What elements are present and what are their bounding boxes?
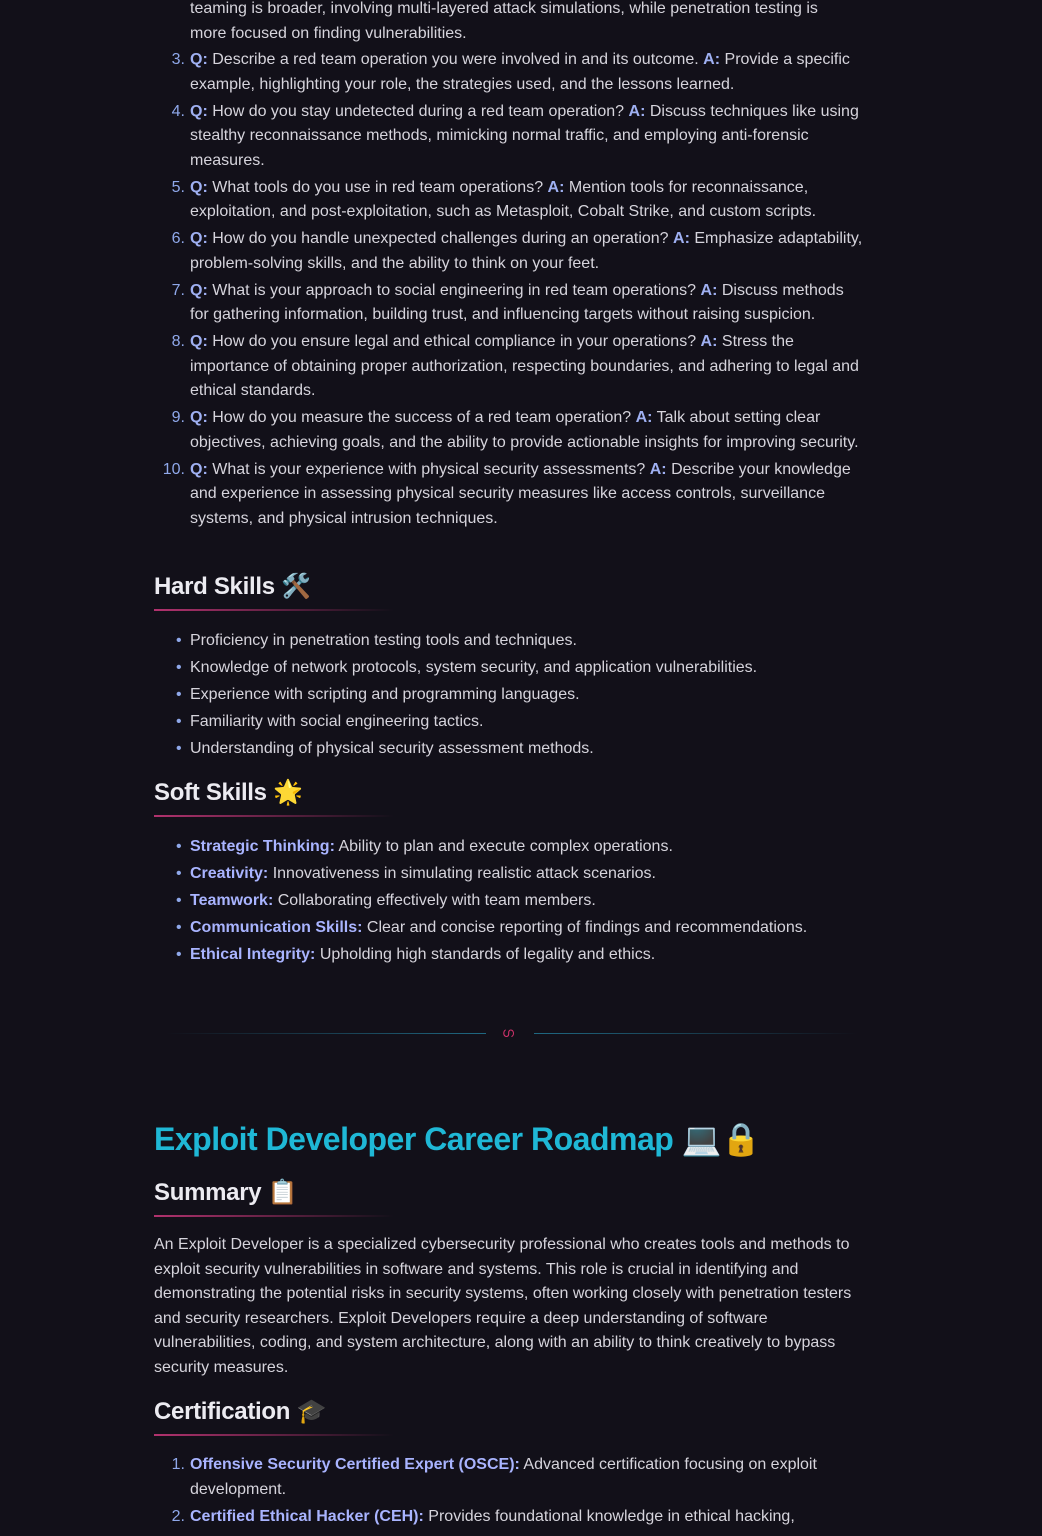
list-item xyxy=(154,835,866,860)
hard-skills-title: Hard Skills xyxy=(154,573,275,600)
list-item xyxy=(154,1505,866,1530)
heading-underline xyxy=(154,1215,394,1217)
bullet-icon: • xyxy=(176,713,182,730)
bullet-icon: • xyxy=(176,865,182,882)
list-number: 10. xyxy=(162,460,185,478)
skill-desc: Collaborating effectively with team members. xyxy=(277,892,596,909)
bullet-icon: • xyxy=(176,946,182,963)
list-number: 7. xyxy=(171,281,185,299)
list-item xyxy=(154,683,866,708)
divider-icon: ഗ xyxy=(502,1025,514,1040)
hard-skills-heading xyxy=(154,572,311,601)
star-icon: 🌟 xyxy=(273,779,303,806)
answer-text: Discuss techniques like using stealthy reconnaissance methods, mimicking normal traffic, and employing anti-forensic measures. xyxy=(190,102,859,169)
bullet-icon: • xyxy=(176,740,182,757)
list-item xyxy=(154,943,866,968)
cert-desc: Advanced certification focusing on exploit development. xyxy=(190,1456,817,1498)
graduation-cap-icon: 🎓 xyxy=(296,1398,327,1425)
question-text: What is your approach to social engineering in red team operations? xyxy=(212,281,697,299)
skill-desc: Upholding high standards of legality and ethics. xyxy=(319,946,656,963)
list-item xyxy=(154,889,866,914)
interview-questions-list xyxy=(154,48,866,534)
question-label: Q: xyxy=(190,281,208,299)
list-number: 3. xyxy=(171,51,185,68)
bullet-icon: • xyxy=(176,659,182,676)
divider-line-right xyxy=(534,1033,858,1034)
summary-paragraph: An Exploit Developer is a specialized cybersecurity professional who creates tools and methods to exploit security vulnerabilities in software and systems. This role is crucial in identifying and demonstrating the potential risks in security systems, often working closely with penetration testers and security researchers. Exploit Developers require a deep understanding of software vulnerabilities, coding, and system architecture, along with an ability to think creatively to bypass security measures. xyxy=(154,1236,852,1376)
list-number: 2. xyxy=(171,1507,185,1525)
intro-line: teaming is broader, involving multi-layered attack simulations, while penetration testing is xyxy=(190,0,818,17)
answer-label: A: xyxy=(703,51,721,68)
list-item xyxy=(154,406,866,455)
skill-desc: Ability to plan and execute complex operations. xyxy=(338,838,673,855)
cert-name: Certified Ethical Hacker (CEH): xyxy=(190,1507,424,1525)
skill-text: Experience with scripting and programming languages. xyxy=(190,686,580,703)
intro-line: more focused on finding vulnerabilities. xyxy=(190,24,467,42)
answer-text: Talk about setting clear objectives, achieving goals, and the ability to provide actionable insights for improving security. xyxy=(190,409,859,451)
list-item xyxy=(154,656,866,681)
skill-text: Knowledge of network protocols, system security, and application vulnerabilities. xyxy=(190,659,758,676)
question-label: Q: xyxy=(190,409,208,426)
cert-desc: Provides foundational knowledge in ethical hacking, xyxy=(428,1507,795,1525)
roadmap-title xyxy=(154,1120,760,1158)
list-item xyxy=(154,330,866,404)
skill-text: Familiarity with social engineering tactics. xyxy=(190,713,484,730)
certification-list xyxy=(154,1453,866,1532)
bullet-icon: • xyxy=(176,686,182,703)
answer-label: A: xyxy=(673,230,690,247)
skill-desc: Innovativeness in simulating realistic attack scenarios. xyxy=(272,865,656,882)
skill-term: Strategic Thinking: xyxy=(190,838,335,855)
answer-text: Describe your knowledge and experience in assessing physical security measures like access controls, surveillance systems, and physical intrusion techniques. xyxy=(190,460,851,527)
list-number: 5. xyxy=(171,178,185,196)
divider-line-left xyxy=(166,1033,486,1034)
skill-term: Communication Skills: xyxy=(190,919,363,936)
list-item xyxy=(154,862,866,887)
answer-label: A: xyxy=(547,178,565,196)
question-label: Q: xyxy=(190,102,208,120)
answer-text: Provide a specific example, highlighting your role, the strategies used, and the lessons learned. xyxy=(190,51,850,93)
question-text: What is your experience with physical security assessments? xyxy=(212,460,646,478)
skill-text: Proficiency in penetration testing tools and techniques. xyxy=(190,632,577,649)
soft-skills-heading xyxy=(154,778,303,807)
list-item xyxy=(154,176,866,225)
skill-text: Understanding of physical security assessment methods. xyxy=(190,740,594,757)
bullet-icon: • xyxy=(176,838,182,855)
answer-label: A: xyxy=(700,333,718,350)
list-item xyxy=(154,48,866,97)
summary-heading xyxy=(154,1178,297,1207)
roadmap-title-text: Exploit Developer Career Roadmap xyxy=(154,1121,674,1157)
answer-text: Emphasize adaptability, problem-solving skills, and the ability to think on your feet. xyxy=(190,230,863,272)
hard-skills-list xyxy=(154,629,866,764)
list-number: 8. xyxy=(171,333,185,350)
bullet-icon: • xyxy=(176,892,182,909)
list-number: 9. xyxy=(171,409,185,426)
answer-label: A: xyxy=(649,460,667,478)
heading-underline xyxy=(154,609,394,611)
answer-text: Discuss methods for gathering information, building trust, and influencing targets without raising suspicion. xyxy=(190,281,844,323)
cert-name: Offensive Security Certified Expert (OSCE): xyxy=(190,1456,520,1473)
clipboard-icon: 📋 xyxy=(267,1179,298,1206)
question-label: Q: xyxy=(190,178,208,196)
question-text: How do you ensure legal and ethical compliance in your operations? xyxy=(212,333,697,350)
list-number: 4. xyxy=(171,102,185,120)
summary-title: Summary xyxy=(154,1179,262,1206)
question-label: Q: xyxy=(190,333,208,350)
list-item xyxy=(154,737,866,762)
list-number: 6. xyxy=(171,230,185,247)
question-label: Q: xyxy=(190,51,208,68)
list-item xyxy=(154,227,866,276)
laptop-lock-icon: 💻🔒 xyxy=(681,1121,761,1157)
question-text: How do you stay undetected during a red team operation? xyxy=(212,102,625,120)
certification-title: Certification xyxy=(154,1398,291,1425)
answer-label: A: xyxy=(628,102,646,120)
question-text: Describe a red team operation you were involved in and its outcome. xyxy=(212,51,699,68)
intro-text xyxy=(190,0,880,46)
tools-icon: 🛠️ xyxy=(281,573,311,600)
answer-text: Stress the importance of obtaining proper authorization, respecting boundaries, and adhering to legal and ethical standards. xyxy=(190,333,859,399)
answer-label: A: xyxy=(700,281,718,299)
answer-text: Mention tools for reconnaissance, exploitation, and post-exploitation, such as Metasploit, Cobalt Strike, and custom scripts. xyxy=(190,178,817,220)
list-item xyxy=(154,279,866,328)
certification-heading xyxy=(154,1397,326,1426)
skill-term: Teamwork: xyxy=(190,892,274,909)
question-text: How do you measure the success of a red team operation? xyxy=(212,409,632,426)
list-item xyxy=(154,458,866,532)
question-text: How do you handle unexpected challenges during an operation? xyxy=(212,230,669,247)
bullet-icon: • xyxy=(176,632,182,649)
bullet-icon: • xyxy=(176,919,182,936)
soft-skills-list xyxy=(154,835,866,970)
list-item xyxy=(154,1453,866,1502)
list-item xyxy=(154,629,866,654)
list-item xyxy=(154,100,866,174)
list-item xyxy=(154,916,866,941)
skill-term: Ethical Integrity: xyxy=(190,946,316,963)
answer-label: A: xyxy=(635,409,653,426)
question-label: Q: xyxy=(190,230,208,247)
skill-term: Creativity: xyxy=(190,865,269,882)
heading-underline xyxy=(154,815,394,817)
list-item xyxy=(154,710,866,735)
heading-underline xyxy=(154,1434,394,1436)
question-label: Q: xyxy=(190,460,208,478)
question-text: What tools do you use in red team operations? xyxy=(212,178,544,196)
list-number: 1. xyxy=(171,1456,185,1473)
skill-desc: Clear and concise reporting of findings and recommendations. xyxy=(366,919,808,936)
soft-skills-title: Soft Skills xyxy=(154,779,267,806)
